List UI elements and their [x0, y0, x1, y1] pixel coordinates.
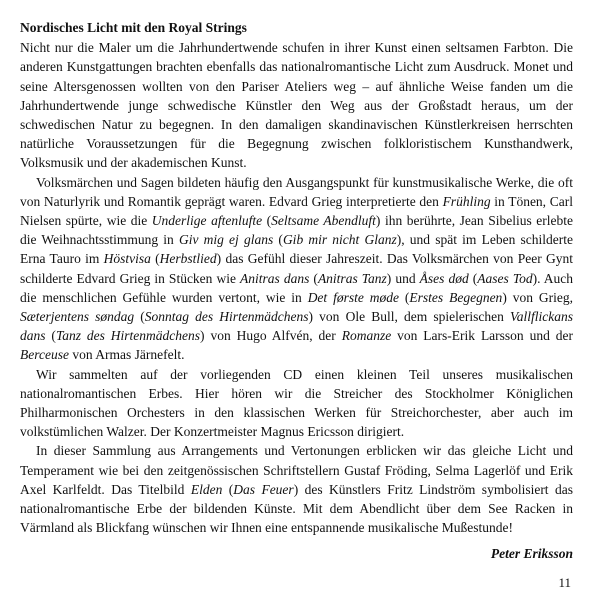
work-title-translation: Gib mir nicht Glanz: [282, 232, 397, 248]
text-span: ) ihn berührte, Jean Sibelius erlebte die Weihnachtsstimmung in: [20, 213, 573, 248]
text-span: (: [262, 213, 272, 229]
work-title: Berceuse: [20, 347, 69, 363]
text-span: von Armas Järnefelt.: [68, 347, 185, 363]
text-span: ) und: [386, 270, 420, 286]
text-span: (: [222, 481, 234, 497]
text-span: (: [150, 251, 160, 267]
article-title: Nordisches Licht mit den Royal Strings: [20, 20, 247, 35]
text-span: (: [309, 270, 318, 286]
paragraph-1: Nicht nur die Maler um die Jahrhundertwende schufen in ihrer Kunst einen seltsamen Farbton. Die anderen Kunstgattungen brachten ebenfalls das nationalromantische Licht zum Ausdruck. Monet und seine Altersgenossen wollten von den Pariser Ateliers weg – auf ähnliche Weise fanden um die Jahrhundertwende junge schwedische Künstler den Weg aus der Großstadt heraus, um der schwedischen Natur zu begegnen. In den damaligen skandinavischen Künstlerkreisen herrschten natürliche Voraussetzungen für die Begegnung zwischen folkloristischem Kunsthandwerk, Volksmusik und der akademischen Kunst.: [20, 40, 573, 171]
page-number: 11: [558, 575, 571, 590]
work-title: Romanze: [341, 328, 392, 344]
text-span: (: [273, 232, 283, 248]
text-span: ), und spät im Leben schilderte Erna Tauro im: [20, 232, 573, 267]
work-title: Sæterjentens søndag: [20, 309, 135, 325]
work-title: Frühling: [442, 193, 491, 209]
work-title: Underlige aftenlufte: [151, 213, 263, 229]
paragraph-3: Wir sammelten auf der vorliegenden CD einen kleinen Teil unseres musikalischen nationalromantischen Erbes. Hier hören wir die Streicher des Stockholmer Königlichen Philharmonischen Orchesters in den klassischen Werken für Streichorchester, aber auch im volkstümlichen Walzer. Der Konzertmeister Magnus Ericsson dirigiert.: [20, 366, 573, 440]
text-span: ) von Grieg,: [502, 289, 573, 305]
work-title: Det første møde: [307, 289, 399, 305]
work-title: Vallflickans dans: [20, 309, 573, 344]
work-title-translation: Sonntag des Hirtenmädchens: [144, 309, 309, 325]
work-title: Giv mig ej glans: [178, 232, 274, 248]
paragraph-2: [20, 173, 573, 365]
text-span: ) von Hugo Alfvén, der: [200, 328, 342, 344]
text-span: In dieser Sammlung aus Arrangements und Vertonungen erblicken wir das gleiche Licht und Temperament wie bei den zeitgenössischen Schriftstellern Gustaf Fröding, Selma Lagerlöf und Erik Axel Karlfeldt. Das Titelbild: [20, 443, 573, 497]
booklet-page: [20, 18, 573, 564]
text-span: von Lars-Erik Larsson und der: [391, 328, 573, 344]
work-title-translation: Erstes Begegnen: [409, 289, 503, 305]
text-span: ) des Künstlers Fritz Lindström symbolisiert das nationalromantische Erbe der bildenden Künste. Mit dem Abendlicht über dem See Racken in Värmland als Blickfang wünschen wir Ihnen eine entspannende musikalische Mußestunde!: [20, 481, 573, 536]
text-span: Volksmärchen und Sagen bildeten häufig den Ausgangspunkt für kunstmusikalische Werke, die oft von Naturlyrik und Romantik geprägt waren. Edvard Grieg interpretierte den: [20, 174, 573, 209]
work-title-translation: Das Feuer: [233, 481, 294, 497]
text-span: ). Auch die menschlichen Gefühle wurden vertont, wie in: [20, 270, 574, 305]
work-title: Anitras dans: [240, 270, 310, 286]
work-title-translation: Anitras Tanz: [317, 270, 387, 286]
work-title: Åses død: [419, 270, 469, 286]
work-title: Elden: [190, 481, 223, 497]
work-title-translation: Tanz des Hirtenmädchens: [55, 328, 201, 344]
text-span: ) das Gefühl dieser Jahreszeit. Das Volksmärchen von Peer Gynt schilderte Edvard Grieg in Stücken wie: [20, 251, 573, 286]
author-signature: Peter Eriksson: [490, 546, 573, 562]
text-span: (: [134, 309, 145, 325]
work-title-translation: Aases Tod: [477, 270, 533, 286]
work-title-translation: Seltsame Abendluft: [271, 213, 376, 229]
text-span: in Tönen, Carl Nielsen spürte, wie die: [20, 193, 573, 229]
work-title: Höstvisa: [103, 251, 151, 267]
work-title-translation: Herbstlied: [159, 251, 217, 267]
text-span: (: [45, 328, 56, 344]
text-span: (: [399, 289, 410, 305]
text-span: (: [468, 270, 478, 286]
paragraph-4: [20, 441, 573, 537]
text-span: ) von Ole Bull, dem spielerischen: [308, 309, 510, 325]
